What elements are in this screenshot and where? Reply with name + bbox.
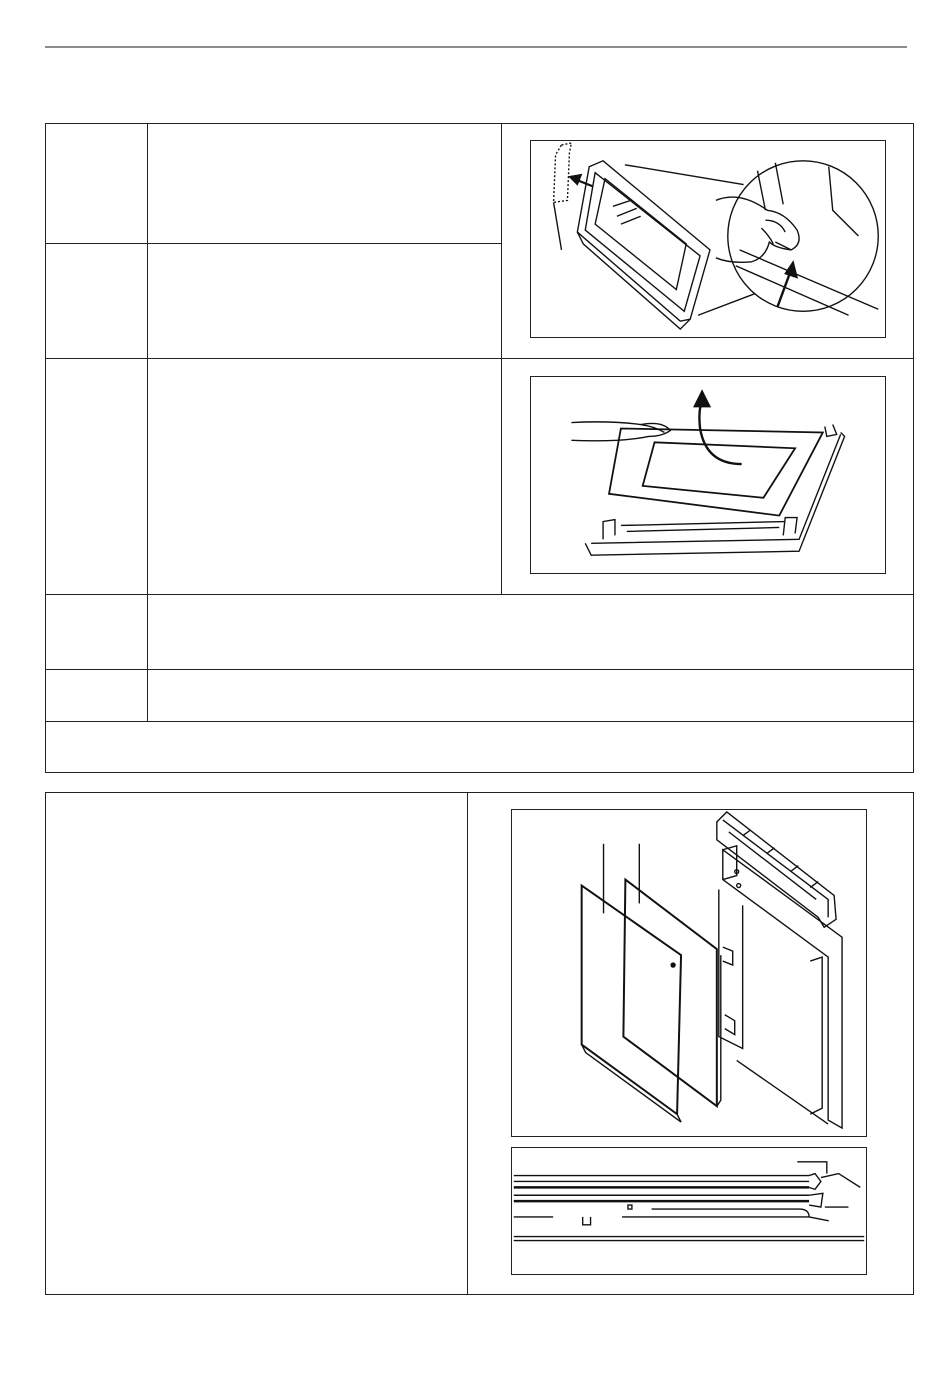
row-divider-1: [46, 243, 501, 244]
row-divider-5: [46, 721, 913, 722]
figure-column-divider: [501, 124, 502, 594]
door-panel-lift-illustration: [530, 140, 886, 338]
exploded-door-glass-svg: [512, 810, 866, 1136]
door-panel-lift-svg: [531, 141, 885, 337]
glass-seal-cross-section-illustration: [511, 1147, 867, 1275]
glass-seal-cross-section-svg: [512, 1148, 866, 1274]
exploded-door-glass-illustration: [511, 809, 867, 1137]
row-divider-3: [46, 594, 913, 595]
instruction-table: [45, 123, 914, 773]
header-rule: [45, 46, 907, 48]
glass-assembly-section: [45, 792, 914, 1295]
section-2-divider: [467, 793, 468, 1294]
step-column-divider: [147, 124, 148, 721]
glass-panel-removal-illustration: [530, 376, 886, 574]
row-divider-2: [46, 358, 913, 359]
glass-panel-removal-svg: [531, 377, 885, 573]
row-divider-4: [46, 669, 913, 670]
